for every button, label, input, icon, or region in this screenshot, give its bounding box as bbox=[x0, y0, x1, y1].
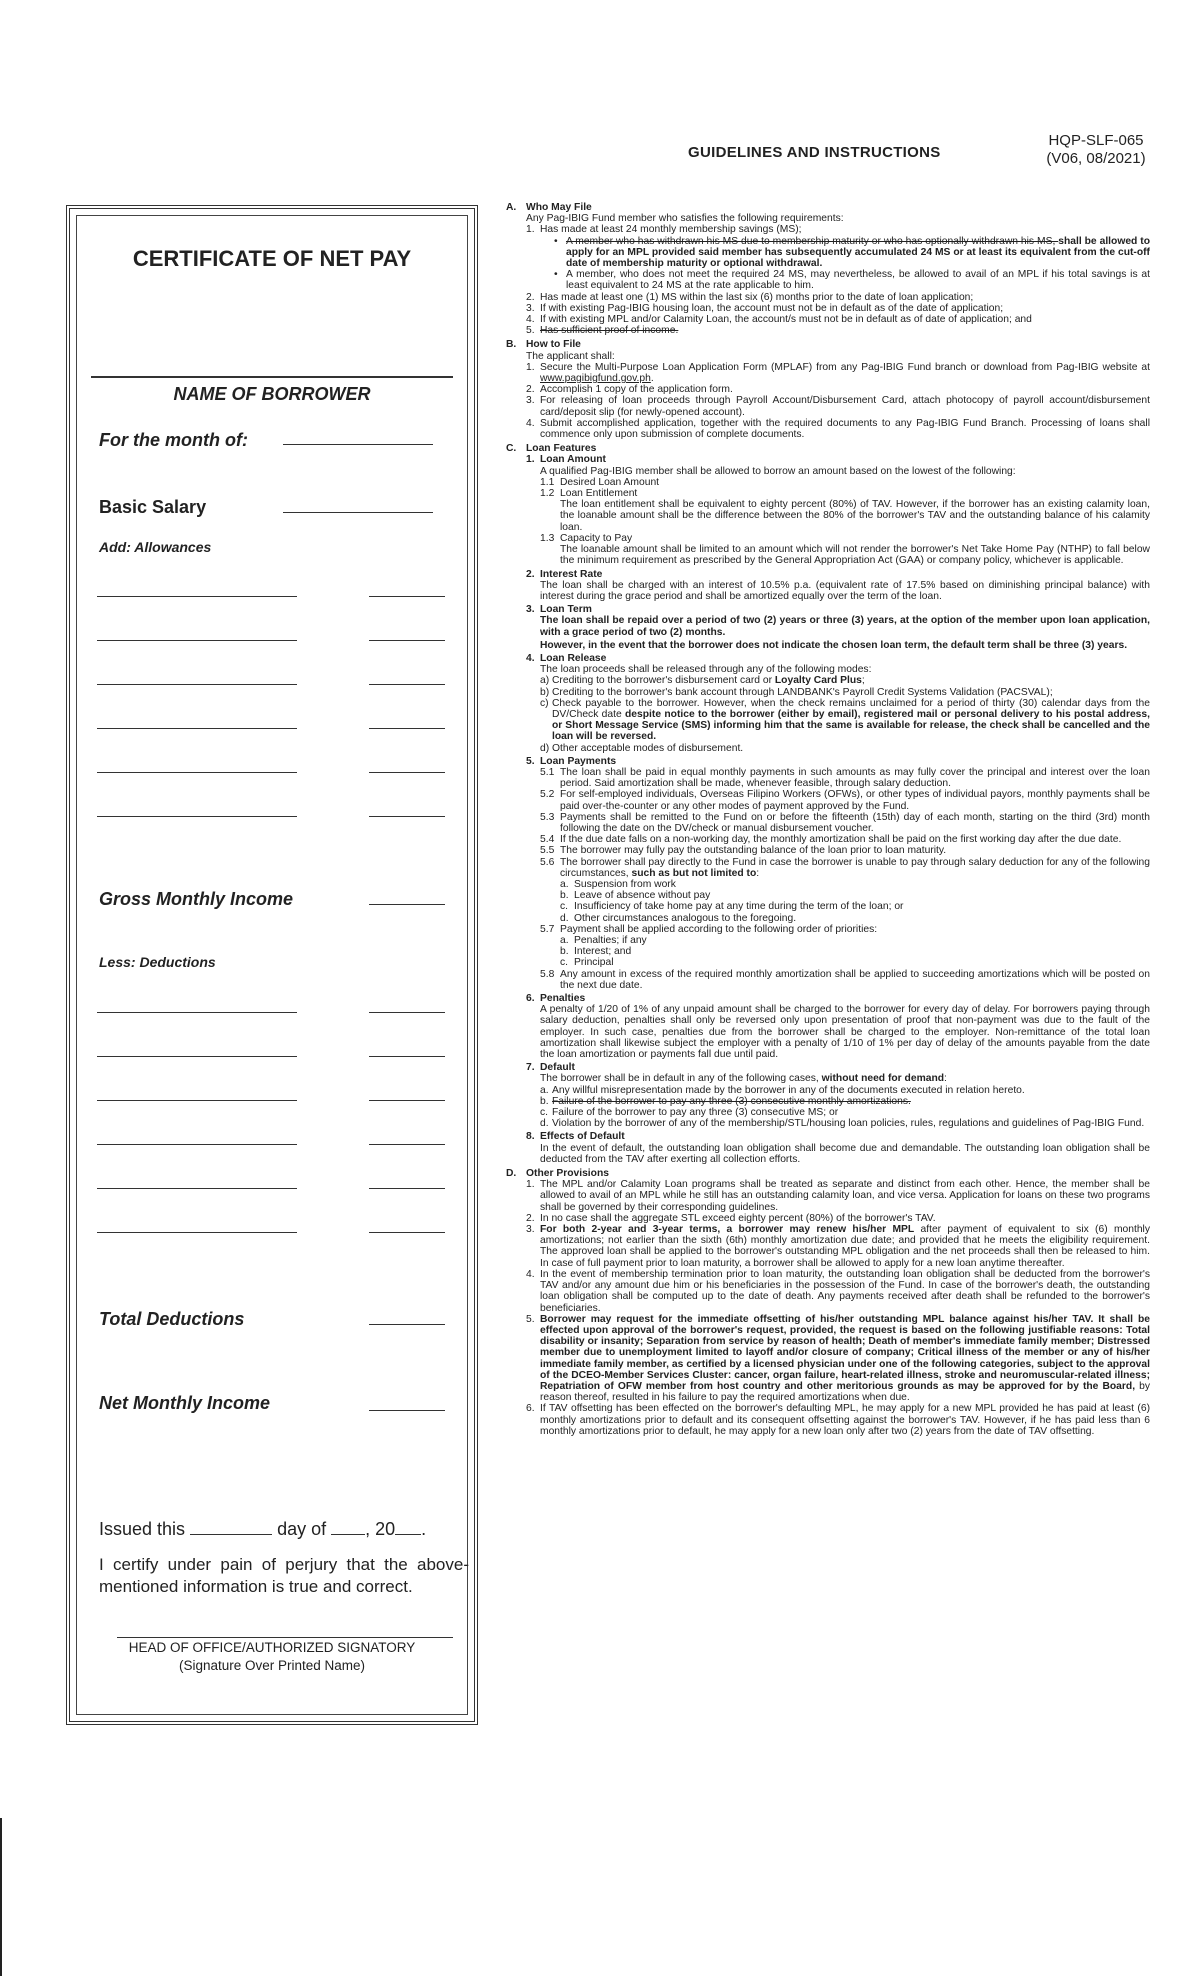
subsection-heading: 7. Default bbox=[526, 1062, 1150, 1073]
total-deductions-label: Total Deductions bbox=[99, 1309, 245, 1329]
issued-text-4: . bbox=[421, 1519, 427, 1539]
section-c-heading bbox=[506, 443, 1150, 454]
allowance-name-field[interactable] bbox=[97, 728, 297, 729]
basic-salary-field[interactable] bbox=[283, 512, 433, 513]
list-item: c. Principal bbox=[560, 957, 1150, 968]
list-item: c. Insufficiency of take home pay at any time during the term of the loan; or bbox=[560, 901, 1150, 912]
allowance-name-field[interactable] bbox=[97, 772, 297, 773]
allowance-amount-field[interactable] bbox=[369, 684, 445, 685]
list-item: b. Leave of absence without pay bbox=[560, 890, 1150, 901]
list-item-text: Crediting to the borrower's bank account through LANDBANK's Payroll Credit Systems Validation (PACSVAL); bbox=[552, 686, 1053, 698]
list-item: 5.1 The loan shall be paid in equal monthly payments in such amounts as may fully cover the principal and interest over the loan period. Said amortization shall be made, whenever feasible, through salary deduction. bbox=[540, 766, 1150, 790]
section-d-heading bbox=[506, 1168, 1150, 1179]
list-item: a) Crediting to the borrower's disbursement card or Loyalty Card Plus; bbox=[540, 675, 865, 687]
list-item-text: Penalties; if any bbox=[574, 935, 647, 946]
deduction-amount-field[interactable] bbox=[369, 1056, 445, 1057]
list-item: d) Other acceptable modes of disbursement. bbox=[540, 743, 1150, 754]
deduction-name-field[interactable] bbox=[97, 1100, 297, 1101]
deduction-amount-field[interactable] bbox=[369, 1012, 445, 1013]
list-item: • A member who has withdrawn his MS due to membership maturity or who has optionally withdrawn his MS, shall be allowed to apply for an MPL provided said member has subsequently accumulated 24 MS or at least its equivalent from the cut-off date of membership maturity or optional withdrawal. bbox=[554, 235, 1150, 270]
list-item-text: Desired Loan Amount bbox=[560, 476, 660, 488]
signature-line[interactable] bbox=[117, 1637, 453, 1638]
list-item: 1. Has made at least 24 monthly membership savings (MS); bbox=[526, 224, 1150, 235]
list-item-text: Submit accomplished application, together with the required documents to any Pag-IBIG Fund Branch. Processing of loans shall commence only upon submission of complete documents. bbox=[540, 417, 1150, 441]
deduction-amount-field[interactable] bbox=[369, 1100, 445, 1101]
list-item-text: Other acceptable modes of disbursement. bbox=[552, 742, 744, 754]
certificate-title: CERTIFICATE OF NET PAY bbox=[132, 246, 412, 271]
allowance-name-field[interactable] bbox=[97, 640, 297, 641]
list-item: a. Penalties; if any bbox=[560, 935, 1150, 946]
list-item-text: If the due date falls on a non-working day, the monthly amortization shall be paid on the first working day after the due date. bbox=[560, 834, 1122, 846]
name-of-borrower-label: NAME OF BORROWER bbox=[173, 384, 371, 404]
list-item: b. Interest; and bbox=[560, 946, 1150, 957]
pagibig-website-link[interactable]: www.pagibigfund.gov.ph bbox=[540, 373, 651, 385]
list-item: 5.6 The borrower shall pay directly to the Fund in case the borrower is unable to pay through salary deduction for any of the following circumstances, such as but not limited to: bbox=[540, 856, 1150, 879]
allowance-amount-field[interactable] bbox=[369, 596, 445, 597]
subsection-heading: 5. Loan Payments bbox=[526, 756, 1150, 767]
certificate-box bbox=[66, 205, 478, 1725]
signatory-title: HEAD OF OFFICE/AUTHORIZED SIGNATORY bbox=[128, 1640, 416, 1655]
section-text: In the event of default, the outstanding loan obligation shall become due and demandable. The outstanding loan obligation shall be deducted from the TAV after exerting all collection efforts. bbox=[540, 1142, 1150, 1165]
deduction-amount-field[interactable] bbox=[369, 1144, 445, 1145]
section-b bbox=[506, 339, 1150, 440]
allowance-amount-field[interactable] bbox=[369, 728, 445, 729]
form-code: HQP-SLF-065 bbox=[1048, 132, 1144, 149]
list-item: 1. Secure the Multi-Purpose Loan Application Form (MPLAF) from any Pag-IBIG Fund branch or download from Pag-IBIG website at www.pagibigfund.gov.ph. bbox=[526, 361, 1150, 385]
list-item-text: : bbox=[944, 1073, 947, 1085]
list-item: 2. Has made at least one (1) MS within the last six (6) months prior to the date of loan application; bbox=[526, 292, 1150, 303]
list-item-text: Crediting to the borrower's disbursement card or bbox=[552, 675, 775, 687]
list-item: 5.8 Any amount in excess of the required monthly amortization shall be applied to succeeding amortizations which will be posted on the next due date. bbox=[540, 968, 1150, 991]
allowance-amount-field[interactable] bbox=[369, 640, 445, 641]
subsection-heading: 8. Effects of Default bbox=[526, 1131, 1150, 1142]
list-item: 5.2 For self-employed individuals, Overseas Filipino Workers (OFWs), or other types of individual payors, monthly payments shall be paid over-the-counter or any other modes of payment approved by the Fund. bbox=[540, 789, 1150, 812]
list-item-text: such as but not limited to bbox=[631, 867, 757, 879]
list-item: 1. The MPL and/or Calamity Loan programs shall be treated as separate and distinct from each other. Hence, the member shall be allowed to avail of an MPL while he still has an outstanding calamity loan, and vice versa. Application for loans on these two programs shall be governed by their corresponding guidelines. bbox=[526, 1179, 1150, 1213]
list-item-text: Secure the Multi-Purpose Loan Application Form (MPLAF) from any Pag-IBIG Fund branch or download from Pag-IBIG website at bbox=[540, 361, 1150, 373]
list-item-text: by reason thereof, resulted in his failure to pay the required amortizations when due. bbox=[540, 1380, 1150, 1404]
list-item-text: Any willful misrepresentation made by the borrower in any of the documents executed in relation hereto. bbox=[552, 1084, 1025, 1096]
guidelines-title: GUIDELINES AND INSTRUCTIONS bbox=[688, 144, 941, 161]
section-text: A qualified Pag-IBIG member shall be allowed to borrow an amount based on the lowest of the following: bbox=[540, 465, 1016, 477]
allowance-amount-field[interactable] bbox=[369, 772, 445, 773]
list-item-text: If with existing MPL and/or Calamity Loan, the account/s must not be in default as of date of application; and bbox=[540, 314, 1032, 326]
section-title: Loan Features bbox=[526, 443, 597, 455]
allowance-name-field[interactable] bbox=[97, 816, 297, 817]
gross-monthly-income-label: Gross Monthly Income bbox=[99, 889, 294, 909]
list-item-text: Insufficiency of take home pay at any time during the term of the loan; or bbox=[574, 901, 904, 913]
section-text: The loan shall be repaid over a period of two (2) years or three (3) years, at the option of the member upon loan application, with a grace period of two (2) months. bbox=[540, 615, 1150, 638]
list-item-text: A member who has withdrawn his MS due to membership maturity or who has optionally withdrawn his MS, bbox=[566, 235, 1059, 247]
section-text: The loan shall be charged with an interest of 10.5% p.a. (equivalent rate of 17.5% based on diminishing principal balance) with interest during the grace period and shall be amortized equally over the term of the loan. bbox=[540, 579, 1150, 602]
deduction-name-field[interactable] bbox=[97, 1232, 297, 1233]
issued-text-1: Issued this bbox=[99, 1519, 186, 1539]
deduction-name-field[interactable] bbox=[97, 1144, 297, 1145]
list-item: c) Check payable to the borrower. However, when the check remains unclaimed for a period of thirty (30) calendar days from the DV/Check date despite notice to the borrower (either by email), registered mail or personal delivery to his postal address, or Short Message Service (SMS) informing him that the same is available for release, the check shall be cancelled and the loan will be reversed. bbox=[540, 697, 1150, 743]
section-text: However, in the event that the borrower does not indicate the chosen loan term, the default term shall be three (3) years. bbox=[540, 639, 1128, 651]
list-item: 5. Borrower may request for the immediate offsetting of his/her outstanding MPL balance against his/her TAV. It shall be effected upon approval of the borrower's request, provided, the request is based on the following justifiable reasons: Total disability or insanity; Separation from service by reason of health; Death of member's immediate family member; Distressed member due to unemployment limited to layoff and/or closure of company; Critical illness of the member or any of his/her immediate family member, as certified by a licensed physician under one of the following categories, subject to the approval of the DCEO-Member Services Cluster: cancer, organ failure, heart-related illness, stroke and neuromuscular-related illness; Repatriation of OFW member from host country and other meritorious grounds as may be approved for by the Board, by reason thereof, resulted in his failure to pay the required amortizations when due. bbox=[526, 1313, 1150, 1404]
section-letter: C. bbox=[506, 443, 517, 455]
allowance-amount-field[interactable] bbox=[369, 816, 445, 817]
section-letter: A. bbox=[506, 202, 517, 213]
list-item-text: In no case shall the aggregate STL exceed eighty percent (80%) of the borrower's TAV. bbox=[540, 1212, 936, 1224]
deduction-name-field[interactable] bbox=[97, 1188, 297, 1189]
list-item: 5.5 The borrower may fully pay the outstanding balance of the loan prior to loan maturity. bbox=[540, 845, 1150, 856]
subsection-title: Loan Release bbox=[540, 652, 607, 664]
section-title: Other Provisions bbox=[526, 1168, 609, 1180]
list-item-text: The loan shall be paid in equal monthly payments in such amounts as may fully cover the principal and interest over the loan period. Said amortization shall be made, whenever feasible, through salary deduction. bbox=[560, 766, 1150, 790]
gross-monthly-income-field[interactable] bbox=[369, 904, 445, 905]
list-item: 5.3 Payments shall be remitted to the Fund on or before the fifteenth (15th) day of each month, starting on the third (3rd) month following the date on the DV/check or manual disbursement voucher. bbox=[540, 811, 1150, 834]
list-item: d. Other circumstances analogous to the foregoing. bbox=[560, 913, 1150, 924]
section-title: Who May File bbox=[526, 202, 592, 213]
list-item-text: In the event of membership termination prior to loan maturity, the outstanding loan obligation shall be deducted from the borrower's TAV and/or any amount due him or his beneficiaries in the possession of the Fund. In case of the borrower's death, the outstanding loan obligation shall be computed up to the date of death. Any payments received after death shall be refunded to the borrower's beneficiaries. bbox=[540, 1268, 1150, 1314]
list-item-text: A member, who does not meet the required 24 MS, may nevertheless, be allowed to avail of an MPL if his total savings is at least equivalent to 24 MS at the rate applicable to him. bbox=[566, 269, 1150, 292]
section-text: The loanable amount shall be limited to an amount which will not render the borrower's Net Take Home Pay (NTHP) to fall below the minimum requirement as prescribed by the General Appropriation Act (GAA) or company policy, whichever is applicable. bbox=[560, 544, 1150, 567]
issued-text-2: day of bbox=[277, 1519, 327, 1539]
issued-year-field[interactable] bbox=[395, 1518, 421, 1535]
list-item-text: For self-employed individuals, Overseas Filipino Workers (OFWs), or other types of individual payors, monthly payments shall be paid over-the-counter or any other modes of payment approved by the Fund. bbox=[560, 789, 1150, 812]
list-item-text: Failure of the borrower to pay any three (3) consecutive MS; or bbox=[552, 1107, 839, 1119]
section-b-heading bbox=[506, 339, 1150, 350]
list-item: 3. For both 2-year and 3-year terms, a borrower may renew his/her MPL after payment of equivalent to six (6) monthly amortizations; not earlier than the sixth (6th) monthly amortization due date; and provided that he meets the eligibility requirement. The approved loan shall be applied to the borrower's outstanding MPL obligation and the net proceeds shall then be released to him. In case of full payment prior to loan maturity, a borrower shall be allowed to apply for a new loan anytime thereafter. bbox=[526, 1224, 1150, 1269]
list-item-text: shall be allowed to apply for an MPL provided said member has subsequently accumulated 24 MS or at least its equivalent from the cut-off date of membership maturity or optional withdrawal. bbox=[566, 235, 1150, 270]
subsection-title: Loan Amount bbox=[540, 454, 606, 466]
form-code-block bbox=[1036, 132, 1156, 168]
list-item-text: Payment shall be applied according to the following order of priorities: bbox=[560, 923, 878, 935]
allowance-name-field[interactable] bbox=[97, 684, 297, 685]
list-item: 2. Accomplish 1 copy of the application form. bbox=[526, 384, 1150, 395]
list-item-text: . bbox=[650, 373, 654, 385]
section-c bbox=[506, 443, 1150, 1165]
net-monthly-income-field[interactable] bbox=[369, 1410, 445, 1411]
for-the-month-label: For the month of: bbox=[99, 430, 248, 450]
list-item: 1.1 Desired Loan Amount bbox=[540, 477, 1150, 488]
list-item-text: : bbox=[756, 867, 760, 879]
list-item: a. Suspension from work bbox=[560, 879, 1150, 890]
certificate-inner bbox=[76, 215, 468, 1715]
list-item: d. Violation by the borrower of any of the membership/STL/housing loan policies, rules, regulations and guidelines of Pag-IBIG Fund. bbox=[540, 1118, 1150, 1129]
issued-text-3: , 20 bbox=[365, 1519, 396, 1539]
list-item-text: Loan Entitlement bbox=[560, 488, 638, 500]
list-item-text: For both 2-year and 3-year terms, a borrower may renew his/her MPL bbox=[540, 1224, 915, 1236]
section-letter: B. bbox=[506, 339, 517, 351]
list-item-text: The borrower shall pay directly to the Fund in case the borrower is unable to pay through salary deduction for any of the following circumstances, bbox=[560, 856, 1150, 879]
scan-edge-mark bbox=[0, 1818, 2, 1976]
list-item-text: Interest; and bbox=[574, 946, 632, 958]
list-item: 3. If with existing Pag-IBIG housing loan, the account must not be in default as of the date of application; bbox=[526, 303, 1150, 314]
subsection-heading: 2. Interest Rate bbox=[526, 569, 1150, 580]
deduction-name-field[interactable] bbox=[97, 1056, 297, 1057]
list-item: 4. If with existing MPL and/or Calamity Loan, the account/s must not be in default as of date of application; and bbox=[526, 314, 1150, 325]
subsection-title: Interest Rate bbox=[540, 568, 603, 580]
deduction-name-field[interactable] bbox=[97, 1012, 297, 1013]
list-item-text: The borrower may fully pay the outstanding balance of the loan prior to loan maturity. bbox=[560, 845, 947, 857]
list-item-text: Has sufficient proof of income. bbox=[540, 325, 679, 337]
list-item: 5.7 Payment shall be applied according to the following order of priorities: bbox=[540, 924, 1150, 935]
subsection-title: Loan Term bbox=[540, 604, 592, 616]
section-title: How to File bbox=[526, 339, 581, 351]
list-item-text: ; bbox=[861, 675, 865, 687]
deduction-amount-field[interactable] bbox=[369, 1232, 445, 1233]
signatory-subtitle: (Signature Over Printed Name) bbox=[178, 1658, 366, 1673]
list-item-text: For releasing of loan proceeds through Payroll Account/Disbursement Card, attach photocopy of payroll account/disbursement card/deposit slip (for newly-opened account). bbox=[540, 395, 1150, 418]
form-version: (V06, 08/2021) bbox=[1046, 150, 1146, 167]
list-item: c. Failure of the borrower to pay any three (3) consecutive MS; or bbox=[540, 1107, 1150, 1118]
subsection-title: Loan Payments bbox=[540, 755, 617, 767]
section-text: The loan entitlement shall be equivalent to eighty percent (80%) of TAV. However, if the borrower has an existing calamity loan, the loanable amount shall be the difference between the 80% of the borrower's TAV and the outstanding balance of his calamity loan. bbox=[560, 499, 1150, 533]
list-item: 1.3 Capacity to Pay bbox=[540, 533, 1150, 544]
section-text: The loan proceeds shall be released through any of the following modes: bbox=[540, 664, 872, 676]
list-item-text: Leave of absence without pay bbox=[574, 890, 711, 902]
deduction-amount-field[interactable] bbox=[369, 1188, 445, 1189]
title-separator bbox=[91, 376, 453, 378]
list-item: 3. For releasing of loan proceeds through Payroll Account/Disbursement Card, attach photocopy of payroll account/disbursement card/deposit slip (for newly-opened account). bbox=[526, 395, 1150, 418]
list-item: 4. Submit accomplished application, together with the required documents to any Pag-IBIG Fund Branch. Processing of loans shall commence only upon submission of complete documents. bbox=[526, 417, 1150, 441]
subsection-heading: 3. Loan Term bbox=[526, 604, 1150, 615]
section-letter: D. bbox=[506, 1168, 517, 1180]
list-item: 5.4 If the due date falls on a non-working day, the monthly amortization shall be paid on the first working day after the due date. bbox=[540, 834, 1150, 845]
section-a-heading bbox=[506, 202, 1150, 213]
list-item-text: without need for demand bbox=[821, 1073, 945, 1085]
allowance-name-field[interactable] bbox=[97, 596, 297, 597]
issued-month-field[interactable] bbox=[331, 1518, 365, 1535]
list-item-text: Principal bbox=[574, 957, 614, 969]
list-item-text: Has made at least 24 monthly membership savings (MS); bbox=[540, 224, 802, 236]
list-item-text: Violation by the borrower of any of the membership/STL/housing loan policies, rules, regulations and guidelines of Pag-IBIG Fund. bbox=[552, 1118, 1145, 1130]
list-item: 4. In the event of membership termination prior to loan maturity, the outstanding loan obligation shall be deducted from the borrower's TAV and/or any amount due him or his beneficiaries in the possession of the Fund. In case of the borrower's death, the outstanding loan obligation shall be computed up to the date of death. Any payments received after death shall be refunded to the borrower's beneficiaries. bbox=[526, 1268, 1150, 1314]
section-a bbox=[506, 202, 1150, 336]
net-monthly-income-label: Net Monthly Income bbox=[99, 1393, 271, 1413]
section-text: A penalty of 1/20 of 1% of any unpaid amount shall be charged to the borrower for every day of delay. For borrowers paying through salary deduction, penalties shall only be reversed only upon presentation of proof that non-payment was due to the fault of the employer. In such case, penalties due from the borrower shall be charged to the employer. Non-remittance of the total loan amortization shall likewise subject the employer with a penalty of 1/10 of 1% per day of delay of the amounts payable from the date the loan amortization or payments fall due until paid. bbox=[540, 1004, 1150, 1061]
list-item-text: Failure of the borrower to pay any three (3) consecutive monthly amortizations. bbox=[552, 1095, 911, 1107]
list-item-text: Payments shall be remitted to the Fund on or before the fifteenth (15th) day of each month, starting on the third (3rd) month following the date on the DV/check or manual disbursement voucher. bbox=[560, 811, 1150, 834]
section-text: Any Pag-IBIG Fund member who satisfies the following requirements: bbox=[526, 213, 844, 225]
list-item-text: Check payable to the borrower. However, when the check remains unclaimed for a period of thirty (30) calendar days from the DV/Check date bbox=[552, 697, 1150, 720]
list-item-text: If TAV offsetting has been effected on the borrower's defaulting MPL, he may apply for a new MPL provided he has paid at least (6) monthly amortizations prior to default and its consequent offsetting against the borrower's TAV. However, if he has paid less than 6 monthly amortizations prior to default, he may apply for a new loan only after two (2) years from the date of TAV offsetting. bbox=[540, 1403, 1150, 1437]
section-d bbox=[506, 1168, 1150, 1437]
subsection-heading: 6. Penalties bbox=[526, 993, 1150, 1004]
list-item-text: If with existing Pag-IBIG housing loan, the account must not be in default as of the date of application; bbox=[540, 302, 1004, 314]
list-item-text: Loyalty Card Plus bbox=[774, 675, 862, 687]
certification-statement: I certify under pain of perjury that the above-mentioned information is true and correct. bbox=[99, 1555, 469, 1596]
issued-day-field[interactable] bbox=[190, 1518, 272, 1535]
add-allowances-label: Add: Allowances bbox=[99, 539, 212, 555]
list-item: • A member, who does not meet the required 24 MS, may nevertheless, be allowed to avail of an MPL if his total savings is at least equivalent to 24 MS at the rate applicable to him. bbox=[554, 269, 1150, 292]
subsection-heading: 4. Loan Release bbox=[526, 653, 1150, 664]
list-item-text: Capacity to Pay bbox=[560, 532, 633, 544]
issued-line bbox=[99, 1518, 426, 1540]
list-item-text: Any amount in excess of the required monthly amortization shall be applied to succeeding amortizations which will be posted on the next due date. bbox=[560, 968, 1150, 991]
list-item-text: despite notice to the borrower (either by email), registered mail or personal delivery to his postal address, or Short Message Service (SMS) informing him that the same is available for release, the check shall be cancelled and the loan will be reversed. bbox=[552, 708, 1150, 743]
list-item-text: The MPL and/or Calamity Loan programs shall be treated as separate and distinct from each other. Hence, the member shall be allowed to avail of an MPL while he still has an outstanding calamity loan, and vice versa. Application for loans on these two programs shall be governed by their corresponding guidelines. bbox=[540, 1179, 1150, 1213]
guidelines-body bbox=[506, 202, 1150, 1437]
list-item: 1.2 Loan Entitlement bbox=[540, 488, 1150, 499]
list-item-text: Other circumstances analogous to the foregoing. bbox=[574, 912, 797, 924]
list-item: 5. Has sufficient proof of income. bbox=[526, 325, 1150, 336]
month-field[interactable] bbox=[283, 444, 433, 445]
list-item: 2. In no case shall the aggregate STL exceed eighty percent (80%) of the borrower's TAV. bbox=[526, 1213, 1150, 1224]
section-text: The applicant shall: bbox=[526, 350, 615, 362]
list-item-text: Has made at least one (1) MS within the last six (6) months prior to the date of loan application; bbox=[540, 291, 974, 303]
list-item-text: Borrower may request for the immediate offsetting of his/her outstanding MPL balance against his/her TAV. It shall be effected upon approval of the borrower's request, provided, the request is based on the following justifiable reasons: Total disability or insanity; Separation from service by reason of health; Death of member's immediate family member; Distressed member due to unemployment limited to layoff and/or closure of company; Critical illness of the member or any of his/her immediate family member, as certified by a licensed physician under one of the following categories, subject to the approval of the DCEO-Member Services Cluster: cancer, organ failure, heart-related illness, stroke and neuromuscular-related illness; Repatriation of OFW member from host country and other meritorious grounds as may be approved for by the Board, bbox=[540, 1313, 1150, 1392]
less-deductions-label: Less: Deductions bbox=[99, 954, 216, 970]
list-item-text: Accomplish 1 copy of the application form. bbox=[540, 384, 733, 396]
list-item: b) Crediting to the borrower's bank account through LANDBANK's Payroll Credit Systems Validation (PACSVAL); bbox=[540, 687, 1150, 698]
subsection-title: Penalties bbox=[540, 993, 586, 1005]
list-item-text: The borrower shall be in default in any of the following cases, bbox=[540, 1073, 822, 1085]
list-item-text: after payment of equivalent to six (6) monthly amortizations; not earlier than the sixth (6th) monthly amortization due date; and provided that he meets the eligibility requirement. The approved loan shall be applied to the borrower's outstanding MPL obligation and the net proceeds shall then be released to him. In case of full payment prior to loan maturity, a borrower shall be allowed to apply for a new loan anytime thereafter. bbox=[540, 1224, 1150, 1269]
total-deductions-field[interactable] bbox=[369, 1324, 445, 1325]
list-item: b. Failure of the borrower to pay any three (3) consecutive monthly amortizations. bbox=[540, 1096, 1150, 1107]
list-item: 6. If TAV offsetting has been effected on the borrower's defaulting MPL, he may apply for a new MPL provided he has paid at least (6) monthly amortizations prior to default and its consequent offsetting against the borrower's TAV. However, if he has paid less than 6 monthly amortizations prior to default, he may apply for a new loan only after two (2) years from the date of TAV offsetting. bbox=[526, 1403, 1150, 1437]
subsection-title: Default bbox=[540, 1062, 575, 1074]
subsection-heading: 1. Loan Amount bbox=[526, 454, 1150, 465]
signatory-caption bbox=[77, 1639, 467, 1675]
section-text bbox=[540, 1073, 1150, 1084]
subsection-title: Effects of Default bbox=[540, 1131, 625, 1143]
list-item: a. Any willful misrepresentation made by the borrower in any of the documents executed in relation hereto. bbox=[540, 1085, 1150, 1096]
list-item-text: Suspension from work bbox=[574, 878, 676, 890]
basic-salary-label: Basic Salary bbox=[99, 497, 207, 517]
